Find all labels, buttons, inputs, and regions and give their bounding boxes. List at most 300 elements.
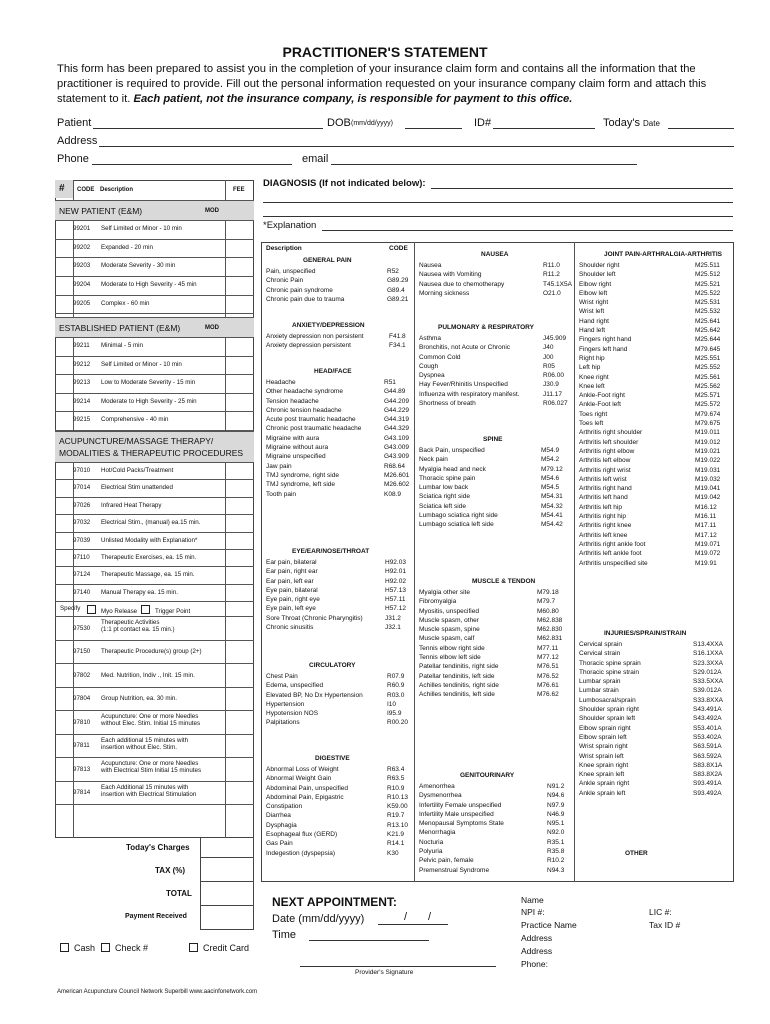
dx-code: S16.1XXA bbox=[693, 650, 723, 658]
procedure-row[interactable] bbox=[55, 533, 254, 550]
dx-code: M16.12 bbox=[695, 503, 717, 511]
dx-row bbox=[266, 434, 409, 444]
dx-code: M19.071 bbox=[695, 540, 721, 548]
dx-row bbox=[419, 521, 563, 530]
dx-description: Gas Pain bbox=[266, 840, 293, 848]
dx-description: Jaw pain bbox=[266, 462, 292, 470]
dx-description: TMJ syndrome, right side bbox=[266, 471, 339, 479]
appointment-date-line[interactable] bbox=[378, 924, 448, 925]
dx-row bbox=[419, 390, 563, 400]
dx-row bbox=[419, 344, 554, 353]
myo-release-box[interactable] bbox=[87, 605, 96, 614]
dx-code: G43.009 bbox=[384, 444, 409, 452]
dx-description: Menopausal Symptoms State bbox=[419, 820, 504, 828]
procedure-row[interactable] bbox=[55, 664, 254, 688]
dx-description: Arthritis right elbow bbox=[579, 447, 635, 455]
tax-box[interactable] bbox=[200, 858, 254, 882]
dx-row bbox=[419, 493, 563, 502]
new-patient-mod: MOD bbox=[205, 208, 219, 214]
dx-description: Constipation bbox=[266, 803, 303, 811]
dx-code: R05 bbox=[543, 362, 555, 370]
explanation-line[interactable] bbox=[322, 230, 733, 231]
dx-description: TMJ syndrome, left side bbox=[266, 481, 335, 489]
dx-code: N95.1 bbox=[547, 820, 565, 828]
dx-description: Elevated BP, No Dx Hypertension bbox=[266, 691, 363, 699]
dx-code: R35.1 bbox=[547, 838, 565, 846]
credit-card-option[interactable] bbox=[189, 943, 249, 953]
dx-row bbox=[579, 457, 721, 466]
dx-description: Indegestion (dyspepsia) bbox=[266, 849, 336, 857]
intro-responsibility-note: Each patient, not the insurance company, is responsible for payment to this office. bbox=[133, 93, 573, 105]
dx-description: Shoulder sprain right bbox=[579, 706, 639, 714]
total-label: TOTAL bbox=[166, 889, 192, 898]
dx-row bbox=[266, 605, 406, 614]
dx-code: K21.9 bbox=[387, 831, 404, 839]
dx-code: M19.022 bbox=[695, 457, 721, 465]
procedure-row[interactable] bbox=[55, 221, 254, 240]
dx-row bbox=[266, 444, 409, 453]
dx-description: Muscle spasm, other bbox=[419, 616, 479, 624]
dx-row bbox=[419, 335, 567, 344]
procedure-row[interactable] bbox=[55, 688, 254, 712]
procedure-description bbox=[101, 737, 188, 751]
dx-description: Right hip bbox=[579, 354, 605, 362]
dx-code: M62.831 bbox=[537, 635, 563, 643]
dx-row bbox=[266, 397, 409, 407]
dx-row bbox=[266, 596, 406, 605]
procedure-row[interactable] bbox=[55, 711, 254, 735]
dx-row bbox=[266, 481, 410, 490]
procedure-description: Electrical Stim unattended bbox=[101, 484, 173, 492]
procedure-row[interactable] bbox=[55, 463, 254, 480]
diagnosis-line-1[interactable] bbox=[431, 188, 733, 189]
patient-input-line[interactable] bbox=[93, 128, 323, 129]
id-label: ID# bbox=[474, 117, 492, 129]
dx-code: R63.5 bbox=[387, 775, 405, 783]
procedure-description: Moderate to High Severity - 25 min bbox=[101, 397, 197, 405]
signature-line[interactable] bbox=[300, 966, 496, 967]
dx-code: M76.51 bbox=[537, 663, 559, 671]
dx-code: S93.492A bbox=[693, 789, 722, 797]
dx-description: Shoulder left bbox=[579, 271, 616, 279]
procedure-description bbox=[101, 760, 201, 774]
dx-row bbox=[579, 678, 723, 687]
procedure-description-line-1: Med. Nutrition, Indiv ., Init. 15 min. bbox=[101, 671, 195, 679]
procedure-row[interactable] bbox=[55, 498, 254, 515]
dx-description: Cervical sprain bbox=[579, 641, 622, 648]
procedure-row[interactable] bbox=[55, 240, 254, 259]
dx-code: G43.909 bbox=[384, 453, 409, 461]
dx-row bbox=[419, 381, 559, 390]
dx-row bbox=[579, 438, 721, 448]
dx-code: M77.11 bbox=[537, 644, 559, 652]
dx-description-header: Description bbox=[266, 245, 302, 252]
dx-description: Fingers left hand bbox=[579, 345, 628, 353]
procedure-code: 99205 bbox=[73, 299, 91, 307]
dx-code: M77.12 bbox=[537, 654, 559, 662]
established-title: ESTABLISHED PATIENT (E&M) bbox=[59, 323, 181, 333]
dx-section-list bbox=[579, 641, 723, 799]
dx-description: Infertility Male unspecified bbox=[419, 810, 494, 818]
dx-code: J00 bbox=[543, 353, 554, 361]
dx-row bbox=[419, 801, 565, 811]
dx-section-list bbox=[266, 673, 408, 729]
procedure-code: 99201 bbox=[73, 225, 91, 232]
dx-code: N91.2 bbox=[547, 783, 565, 790]
dx-description: Chronic pain syndrome bbox=[266, 286, 333, 294]
procedure-code: 99213 bbox=[73, 379, 91, 386]
myo-release-label: Myo Release bbox=[101, 608, 138, 615]
dx-description: Wrist left bbox=[579, 308, 605, 316]
dob-input-line[interactable] bbox=[405, 128, 462, 129]
dx-description: Migraine with aura bbox=[266, 434, 320, 442]
dx-description: Amenorrhea bbox=[419, 783, 455, 790]
procedure-row[interactable] bbox=[55, 338, 254, 357]
dx-row bbox=[266, 821, 408, 831]
dx-code: M25.521 bbox=[695, 280, 721, 288]
check-box[interactable] bbox=[101, 943, 110, 952]
dx-code: M54.9 bbox=[541, 447, 560, 454]
dx-description: Chronic tension headache bbox=[266, 406, 342, 414]
dx-row bbox=[266, 471, 410, 481]
dx-row bbox=[419, 810, 565, 820]
procedure-code: 97811 bbox=[73, 742, 90, 750]
trigger-point-checkbox[interactable] bbox=[141, 605, 190, 615]
procedure-row[interactable] bbox=[55, 357, 254, 376]
dx-code: R11.0 bbox=[543, 262, 560, 269]
dx-row bbox=[579, 724, 722, 734]
hash-header: # bbox=[59, 183, 65, 194]
explanation-label: *Explanation bbox=[263, 220, 317, 231]
dx-row bbox=[266, 379, 396, 388]
dx-code: M25.641 bbox=[695, 317, 721, 325]
procedure-row[interactable] bbox=[55, 375, 254, 394]
dx-description: Chronic sinusitis bbox=[266, 624, 314, 632]
procedure-row[interactable] bbox=[55, 412, 254, 431]
dx-row bbox=[579, 429, 720, 438]
dx-row bbox=[419, 400, 568, 409]
dx-description: Ankle sprain left bbox=[579, 789, 626, 797]
new-patient-header bbox=[55, 200, 254, 221]
dx-description: Infertility Female unspecified bbox=[419, 801, 502, 809]
dx-section-title: GENERAL PAIN bbox=[303, 257, 352, 264]
procedure-row[interactable] bbox=[55, 758, 254, 782]
cash-label: Cash bbox=[74, 943, 96, 953]
procedure-row[interactable] bbox=[55, 550, 254, 567]
dx-row bbox=[579, 336, 721, 345]
dx-row bbox=[579, 420, 721, 429]
today-label bbox=[603, 118, 660, 129]
dx-description: Knee sprain right bbox=[579, 761, 629, 769]
dx-code: F34.1 bbox=[389, 342, 406, 350]
check-option[interactable] bbox=[101, 943, 148, 953]
intro-line-1: This form has been prepared to assist you in the completion of your insurance claim form and contains all the information that the bbox=[57, 63, 696, 75]
dx-code: R03.0 bbox=[387, 691, 405, 699]
dx-code: R51 bbox=[384, 379, 396, 386]
dx-description: Thoracic spine sprain bbox=[579, 659, 641, 667]
dx-description: Myositis, unspecified bbox=[419, 607, 479, 615]
id-input-line[interactable] bbox=[493, 128, 595, 129]
diagnosis-line-2[interactable] bbox=[263, 202, 733, 203]
dx-code: K30 bbox=[387, 849, 399, 857]
dx-code: J31.2 bbox=[385, 614, 401, 622]
provider-name: Name bbox=[521, 895, 544, 905]
today-date-word: Date bbox=[643, 119, 660, 128]
dx-code: S33.8XXA bbox=[693, 696, 723, 704]
dx-code: R63.4 bbox=[387, 766, 405, 773]
date-slash-1: / bbox=[404, 911, 408, 923]
dx-row bbox=[419, 465, 563, 475]
provider-address-2: Address bbox=[521, 946, 553, 956]
dx-description: Anxiety depression persistent bbox=[266, 342, 351, 350]
dx-row bbox=[419, 681, 559, 691]
dx-row bbox=[266, 388, 406, 397]
dx-code: M19.031 bbox=[695, 466, 721, 474]
dx-code: R00.20 bbox=[387, 719, 408, 727]
dx-code: J32.1 bbox=[385, 624, 401, 632]
procedure-row[interactable] bbox=[55, 258, 254, 277]
dx-row bbox=[579, 503, 717, 513]
dx-section-list bbox=[266, 559, 406, 633]
provider-lic: LIC #: bbox=[649, 907, 672, 917]
procedure-code: 97026 bbox=[73, 501, 91, 509]
dx-code: M25.562 bbox=[695, 382, 721, 390]
procedure-description: Minimal - 5 min bbox=[101, 342, 143, 349]
dx-row bbox=[266, 840, 405, 849]
dx-row bbox=[419, 502, 563, 512]
dx-code: M54.2 bbox=[541, 456, 560, 464]
procedure-row[interactable] bbox=[55, 515, 254, 532]
phone-input-line[interactable] bbox=[92, 164, 292, 165]
check-label: Check # bbox=[115, 943, 149, 953]
dx-code: M25.552 bbox=[695, 364, 721, 372]
procedure-description-line-1: Therapeutic Procedure(s) group (2+) bbox=[101, 648, 202, 656]
email-input-line[interactable] bbox=[331, 164, 637, 165]
procedure-row[interactable] bbox=[55, 296, 254, 315]
phone-label: Phone bbox=[57, 153, 89, 165]
procedure-row[interactable] bbox=[55, 641, 254, 665]
dx-description: Anxiety depression non persistent bbox=[266, 333, 364, 340]
dx-section-list bbox=[419, 447, 563, 531]
dx-description: Arthritis left wrist bbox=[579, 475, 627, 483]
dx-row bbox=[419, 474, 560, 484]
dx-row bbox=[579, 392, 721, 401]
cash-option[interactable] bbox=[60, 943, 95, 953]
cash-box[interactable] bbox=[60, 943, 69, 952]
dx-code: S23.3XXA bbox=[693, 659, 723, 667]
procedure-description-line-1: Each Additional 15 minutes with bbox=[101, 783, 189, 791]
dx-description: Elbow left bbox=[579, 289, 608, 297]
dx-description: Muscle spasm, calf bbox=[419, 635, 475, 643]
dx-code: M25.551 bbox=[695, 354, 721, 362]
dx-row bbox=[419, 262, 560, 271]
dx-description: Elbow sprain left bbox=[579, 733, 627, 741]
dx-code: G44.229 bbox=[384, 406, 409, 414]
dx-description: Lumbar strain bbox=[579, 687, 619, 695]
dx-description: Headache bbox=[266, 379, 296, 386]
procedure-description-line-1: Acupuncture: One or more Needles bbox=[101, 713, 199, 720]
dx-row bbox=[579, 262, 720, 271]
procedure-description-line-1: Acupuncture: One or more Needles bbox=[101, 760, 199, 767]
dx-code: M19.91 bbox=[695, 559, 717, 567]
procedure-row[interactable] bbox=[55, 480, 254, 497]
dx-code: M17.12 bbox=[695, 531, 717, 539]
procedure-row[interactable] bbox=[55, 585, 254, 602]
procedure-description: Comprehensive - 40 min bbox=[101, 416, 169, 423]
dx-description: Lumbago sciatica left side bbox=[419, 521, 494, 529]
payment-box[interactable] bbox=[200, 906, 254, 930]
dx-row bbox=[266, 416, 409, 425]
dx-code: R60.9 bbox=[387, 682, 405, 690]
procedure-code: 97802 bbox=[73, 671, 91, 679]
myo-release-checkbox[interactable] bbox=[87, 605, 137, 615]
dx-row bbox=[266, 333, 406, 342]
dx-code: M54.42 bbox=[541, 521, 563, 529]
provider-npi: NPI #: bbox=[521, 907, 545, 917]
dx-row bbox=[579, 364, 721, 373]
dx-code: M79.645 bbox=[695, 345, 721, 353]
dx-description: Lumbar sprain bbox=[579, 678, 621, 686]
trigger-point-box[interactable] bbox=[141, 605, 150, 614]
dx-row bbox=[419, 512, 563, 521]
dx-code: G44.329 bbox=[384, 425, 409, 433]
dx-code-header: CODE bbox=[389, 245, 408, 252]
dx-description: Lumbar low back bbox=[419, 484, 469, 492]
dx-description: Nausea with Vomiting bbox=[419, 271, 482, 279]
dx-row bbox=[579, 345, 721, 355]
dx-code: M19.021 bbox=[695, 447, 721, 455]
dx-row bbox=[419, 820, 565, 829]
diagnosis-line-3[interactable] bbox=[263, 216, 733, 217]
procedure-row[interactable] bbox=[55, 617, 254, 641]
dx-code: M62.838 bbox=[537, 616, 563, 624]
dx-row bbox=[579, 401, 721, 410]
dx-row bbox=[419, 654, 559, 663]
procedure-code: 99212 bbox=[73, 360, 91, 368]
procedure-row[interactable] bbox=[55, 782, 254, 806]
dx-code: M19.011 bbox=[695, 429, 720, 437]
procedure-description-line-2: insertion without Elec. Stim. bbox=[101, 743, 177, 751]
dx-row bbox=[579, 494, 721, 503]
dx-row bbox=[419, 484, 560, 493]
dx-code: M54.31 bbox=[541, 493, 563, 501]
dx-row bbox=[266, 793, 408, 803]
procedure-code: 99202 bbox=[73, 243, 91, 251]
dx-code: R07.9 bbox=[387, 673, 405, 680]
dx-section-list bbox=[419, 262, 572, 299]
dx-description: Cervical strain bbox=[579, 650, 621, 658]
dx-row bbox=[579, 789, 722, 799]
established-mod: MOD bbox=[205, 325, 219, 331]
dx-description: Menorrhagia bbox=[419, 829, 456, 837]
procedure-row[interactable] bbox=[55, 394, 254, 413]
email-label: email bbox=[302, 153, 329, 165]
dx-row bbox=[419, 271, 560, 280]
dx-code: M54.32 bbox=[541, 502, 563, 510]
dx-code: N92.0 bbox=[547, 829, 565, 837]
dx-row bbox=[579, 659, 723, 669]
procedure-description-line-2: insertion with Electrical Stimulation bbox=[101, 790, 197, 798]
dx-description: Sciatica right side bbox=[419, 493, 470, 501]
dx-code: I95.9 bbox=[387, 710, 402, 718]
dx-description: Toes right bbox=[579, 410, 608, 418]
procedure-row[interactable] bbox=[55, 567, 254, 584]
procedure-description: Expanded - 20 min bbox=[101, 243, 153, 251]
dx-description: Pelvic pain, female bbox=[419, 857, 474, 865]
dx-description: Nausea due to chemotherapy bbox=[419, 280, 505, 288]
procedure-code: 97039 bbox=[73, 536, 91, 544]
today-input-line[interactable] bbox=[668, 128, 734, 129]
dx-description: Back Pain, unspecified bbox=[419, 447, 485, 454]
address-input-line[interactable] bbox=[99, 146, 734, 147]
dx-description: Knee left bbox=[579, 382, 605, 390]
dx-section-title: EYE/EAR/NOSE/THROAT bbox=[292, 548, 370, 555]
procedure-description bbox=[101, 695, 177, 702]
dx-row bbox=[266, 614, 401, 624]
procedure-row[interactable] bbox=[55, 277, 254, 296]
trigger-point-label: Trigger Point bbox=[155, 608, 191, 615]
dx-row bbox=[266, 803, 408, 812]
dx-description: Abdominal Pain, unspecified bbox=[266, 784, 349, 792]
dx-code: S33.5XXA bbox=[693, 678, 723, 686]
dx-row bbox=[579, 327, 721, 336]
dx-row bbox=[419, 456, 560, 465]
appointment-time-line[interactable] bbox=[309, 940, 429, 941]
credit-card-box[interactable] bbox=[189, 943, 198, 952]
dx-row bbox=[419, 362, 555, 372]
dx-description: Chronic post traumatic headache bbox=[266, 425, 362, 433]
dx-row bbox=[419, 663, 559, 672]
acupuncture-header bbox=[55, 431, 254, 463]
dx-row bbox=[579, 771, 723, 780]
dx-description: Hypotension NOS bbox=[266, 710, 319, 718]
dx-description: Migraine without aura bbox=[266, 444, 329, 452]
dx-section-title: ANXIETY/DEPRESSION bbox=[292, 322, 365, 329]
dx-description: Arthritis left hand bbox=[579, 494, 628, 502]
dx-description: Muscle spasm, spine bbox=[419, 626, 480, 634]
footer: American Acupuncture Council Network Superbill www.aacinfonetwork.com bbox=[57, 989, 258, 995]
dx-description: Dysmenorrhea bbox=[419, 792, 462, 800]
provider-address-1: Address bbox=[521, 933, 553, 943]
dx-row bbox=[266, 719, 408, 728]
dx-description: Bronchitis, not Acute or Chronic bbox=[419, 344, 511, 352]
dx-description: Dysphagia bbox=[266, 821, 297, 829]
dx-code: G89.4 bbox=[387, 286, 405, 294]
dx-description: Arthritis right hip bbox=[579, 513, 626, 521]
procedure-description bbox=[101, 784, 196, 798]
dx-code: R10.2 bbox=[547, 857, 565, 865]
charges-box[interactable] bbox=[200, 838, 254, 858]
date-slash-2: / bbox=[428, 911, 432, 923]
procedure-description: Hot/Cold Packs/Treatment bbox=[101, 467, 174, 474]
procedure-code: 97530 bbox=[73, 624, 91, 632]
dx-description: Hand left bbox=[579, 327, 606, 335]
dx-code: R06.00 bbox=[543, 372, 564, 380]
credit-card-label: Credit Card bbox=[203, 943, 250, 953]
dx-description: Elbow right bbox=[579, 280, 612, 288]
dx-row bbox=[419, 792, 565, 801]
dx-row bbox=[419, 589, 559, 598]
dx-row bbox=[579, 715, 722, 724]
acupuncture-title-1: ACUPUNCTURE/MASSAGE THERAPY/ bbox=[59, 436, 214, 446]
dx-description: Nausea bbox=[419, 262, 442, 269]
dx-description: Arthritis left ankle foot bbox=[579, 550, 642, 558]
dx-row bbox=[266, 295, 409, 305]
total-box[interactable] bbox=[200, 882, 254, 906]
provider-phone: Phone: bbox=[521, 959, 548, 969]
procedure-row[interactable] bbox=[55, 735, 254, 759]
dx-code: S29.012A bbox=[693, 668, 722, 676]
